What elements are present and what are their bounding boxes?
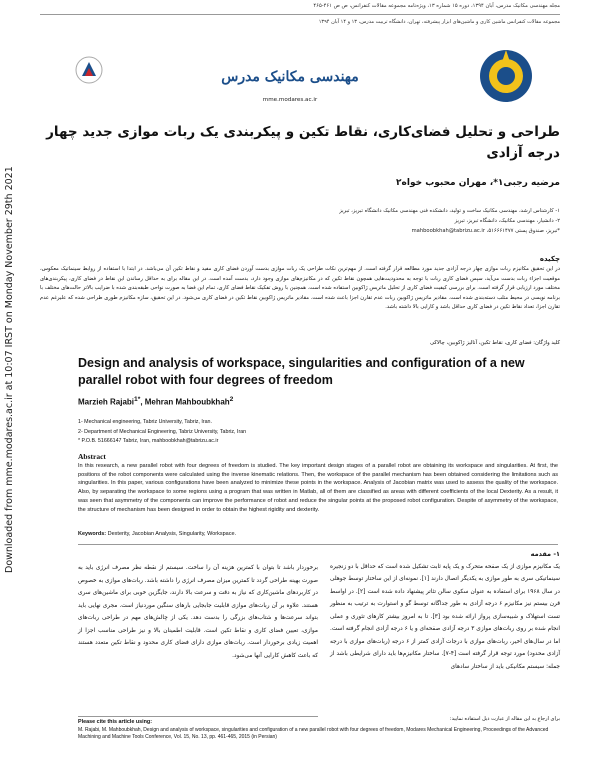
fa-abstract: در این تحقیق مکانیزم ربات موازی چهار درجه آزادی جدید مورد مطالعه قرار گرفته است. از مهم‌ترین نکات طراحی یک ربات موازی بدست آوردن فضای کاری مفید و نقاط تکین آن می‌باشد. در ابتدا با استفاده از روابط سینماتیک معکوس، موقعیت اجزاء ربات بدست می‌آید، سپس فضای کاری ربات با توجه به محدودیت‌هایی همچون نقاط تکین که در مکانیزم‌های موازی وجود دارد، بدست آمده است. در این مقاله برای به حداقل رساندن این نقاط در فضای کاری، پیکربندی‌های مختلف مورد ارزیابی قرار گرفته است. برای بررسی کیفیت فضای کاری از تحلیل ماتریس ژاکوبین استفاده شده است. همچنین با روش تفکیک نقاط فضای کاری، تمام این فضا به صورت نواحی طبقه‌بندی شده با ضرایب بالاتر حالت‌های مختلف با برنامه نویسی در محیط متلب دسته‌بندی شده است. مقادیر ماتریس ژاکوبین ربات عدم تقارن اجزا باعث شده است. مقادیر ماتریس ژاکوبین نقاط تکین در فضای کاری می‌شود. در این تحقیق، سازه مکانیزم طوری طراحی شده که علیرغم عدم تقارن اجزا، تعداد نقاط تکین در فضای کاری حداقل باشد و کارایی بالا داشته باشد. <box>40 266 560 311</box>
en-abstract-heading: Abstract <box>78 452 106 461</box>
fa-affiliations <box>40 206 560 236</box>
journal-url: mme.modares.ac.ir <box>262 97 318 103</box>
header-divider <box>40 14 560 15</box>
author-2-sup: 2 <box>229 396 234 403</box>
body-text-right: یک مکانیزم موازی از یک صفحه متحرک و یک پایه ثابت تشکیل شده است که حداقل با دو زنجیره سینماتیکی سری به طور موازی به یکدیگر اتصال دارند [۱]. نمونه‌ای از این ساختار توسط جوهلی در سال ۱۹۶۸ برای استفاده به عنوان سکوی سالن تئاتر پیشنهاد داده شده است [۲]. در اواسط قرن بیستم نیز مکانیزم ۶ درجه آزادی به طور جداگانه توسط گو و استوارت به ترتیب به منظور تست استهلاک و شبیه‌سازی پرواز ارائه شده بود [۳]. تا به امروز بیشتر کارهای تئوری و عملی انجام شده بر روی ربات‌های موازی ۳ درجه آزادی صفحه‌ای و یا ۶ درجه آزادی انجام گرفته است. اما در سال‌های اخیر، ربات‌های موازی با درجات آزادی کمتر از ۶ درجه (ربات‌های موازی با درجه آزادی محدود) مورد توجه قرار گرفته است [۴-۷]. ساختار مکانیزم‌ها باید دارای شرایطی باشد از جمله: سیستم مکانیکی باید از ساختار سادهای <box>330 563 561 670</box>
journal-name: مهندسی مکانیک مدرس <box>221 69 359 85</box>
en-affiliation: 1- Mechanical engineering, Tabriz University, Tabriz, Iran. <box>78 419 212 425</box>
journal-issue-line: مجله مهندسی مکانیک مدرس، آبان ۱۳۹۴، دوره ۱۵ شماره ۱۳، ویژه‌نامه مجموعه مقالات کنفرانس، ص ص ۴۶۱-۴۶۵ <box>313 3 560 9</box>
en-keywords-label: Keywords: <box>78 531 107 537</box>
fa-affiliation: *تبریز، صندوق پستی ۵۱۶۶۶۱۴۷۷، mahboobkhah@tabrizu.ac.ir <box>411 228 560 234</box>
en-affiliation: * P.O.B. 51666147 Tabriz, Iran, mahboobkhah@tabrizu.ac.ir <box>78 438 219 444</box>
author-1-sup: 1* <box>134 396 141 403</box>
body-column-right <box>330 548 560 673</box>
en-abstract: In this research, a new parallel robot with four degrees of freedom is studied. The key important design stages of a parallel robot are obtaining its workspace and singularities. At first, the positions of the robot components were calculated using the inverse kinematic relations. Then, the workspace of the parallel mechanism has been obtained considering the limitations such as singularities. In this paper, various configurations have been analyzed to minimize these points in the workspace. Analysis of Jacobian matrix was used to assess the quality of the workspace. Also, by separating the workspace to some regions using a program that was written in Matlab, all of them are classified as areas with different coefficients of the local Dexterity. As a result, it was seen that asymmetry of the components can improve the performance of robot and reduce the singular points at the proposed robot configuration. Despite of asymmetry of the workspace, the structure of mechanism has been designed in order to obtain the highest rigidity and dexterity. <box>78 463 558 513</box>
en-affiliation: 2- Department of Mechanical Engineering, Tabriz University, Tabriz, Iran <box>78 428 247 435</box>
fa-authors: مرضیه رجبی۱*، مهران محبوب خواه۲ <box>396 178 560 188</box>
download-watermark: Downloaded from mme.modares.ac.ir at 10:07 IRST on Monday November 29th 2021 <box>4 166 15 574</box>
citation-text: M. Rajabi, M. Mahboubkhah, Design and analysis of workspace, singularities and configuration of a new parallel robot with four degrees of freedom, Modares Mechanical Engineering, Proceedings of the Advanced Machining and Machine Tools Conference, Vol. 15, No. 13, pp. 461-465, 2015 (in Persian) <box>78 727 549 741</box>
en-affiliations <box>78 418 558 447</box>
conference-line: مجموعه مقالات کنفرانس ماشین کاری و ماشین‌های ابزار پیشرفته، تهران، دانشگاه تربیت مدرس، ۱۳ و ۱۴ آبان ۱۳۹۴ <box>318 19 560 25</box>
en-keywords <box>78 531 558 537</box>
fa-affiliation: ۱- کارشناس ارشد، مهندسی مکانیک ساخت و تولید، دانشکده فنی مهندسی مکانیک دانشگاه تبریز، تبریز <box>339 208 560 214</box>
university-logo <box>75 56 103 84</box>
fa-keywords: کلید واژگان: فضای کاری، نقاط تکین، آنالیز ژاکوبین، چالاکی <box>429 340 560 346</box>
en-authors: Marzieh Rajabi$^{1*}$, Mehran Mahboubkhah$^2$ <box>78 396 234 407</box>
en-title: Design and analysis of workspace, singularities and configuration of a new parallel robot with four degrees of freedom <box>78 356 525 387</box>
citation-divider <box>78 716 318 717</box>
author-2: Mehran Mahboubkhah <box>144 397 230 407</box>
body-column-left: برخوردار باشد تا بتوان با کمترین هزینه آن را ساخت. سیستم از نقطه نظر مصرف انرژی باید به صورت بهینه طراحی گردد تا کمترین میزان مصرف انرژی را داشته باشد. ربات‌های موازی به خصوص در کاربردهای ماشین‌کاری که نیاز به دقت و سرعت بالا دارند، جایگزین خوبی برای ماشین‌های سری هستند. علاوه بر آن ربات‌های موازی قابلیت جابجایی بارهای سنگین موردنیاز است. مجری نهایی باید بتواند سرعت‌ها و شتاب‌های بزرگی را بدست دهد. یکی از چالش‌های مهم در طراحی ربات‌های موازی، تعیین فضای کاری و نقاط تکین است. قابلیت اطمینان بالا و نیز طراحی مناسب اجزا از اهمیت زیادی برخوردار است. ربات‌های موازی دارای فضای کاری محدود و نقاط تکین متعدد هستند که باعث کاهش کارایی آنها می‌شود. <box>78 565 318 659</box>
fa-affiliation: ۲- دانشیار، مهندسی مکانیک، دانشگاه تبریز، تبریز <box>454 218 560 224</box>
fa-abstract-heading: چکیده <box>539 255 560 263</box>
section-heading: ۱- مقدمه <box>530 550 560 558</box>
author-1: Marzieh Rajabi <box>78 397 135 407</box>
journal-emblem <box>476 46 536 106</box>
en-keywords-list: Dexterity, Jacobian Analysis, Singularity, Workspace. <box>107 531 237 537</box>
fa-title: طراحی و تحلیل فضای‌کاری، نقاط تکین و پیکربندی یک ربات موازی جدید چهار درجه آزادی <box>46 124 560 161</box>
section-divider <box>78 544 558 545</box>
citation-heading: Please cite this article using: <box>78 719 153 725</box>
citation-heading-fa: برای ارجاع به این مقاله از عبارت ذیل استفاده نمایید: <box>449 716 560 722</box>
